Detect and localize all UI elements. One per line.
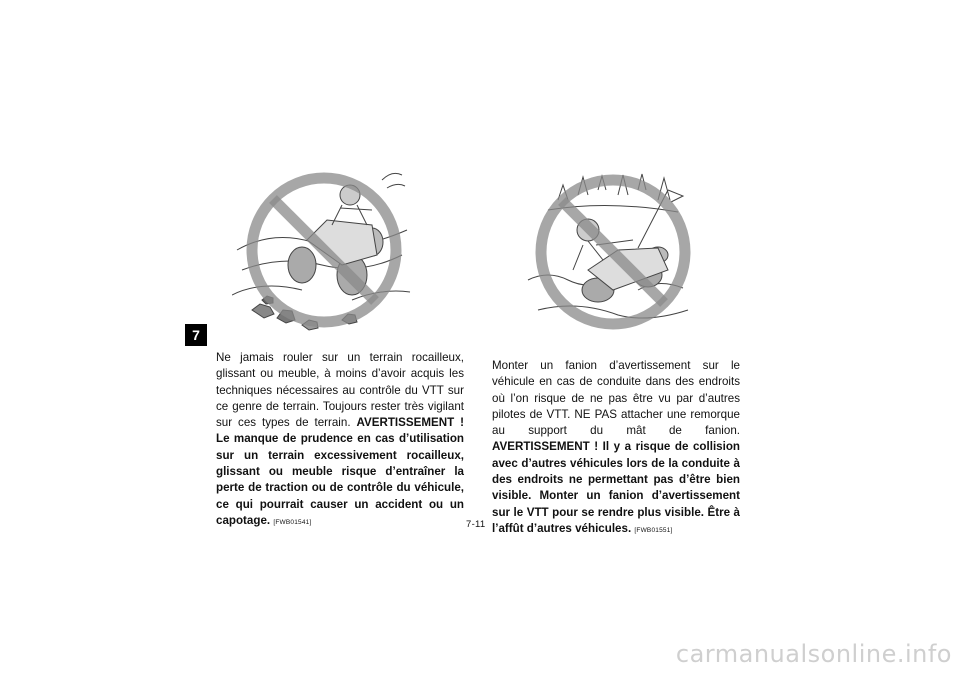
right-intro-text: Monter un fanion d’avertissement sur le véhicule en cas de conduite dans des endroits où l’on risque de ne pas être vu par d’autres pilotes de VTT. NE PAS attacher une remorque au support du mât de fanion.	[492, 359, 740, 438]
watermark: carmanualsonline.info	[675, 640, 952, 668]
right-warning-text: AVERTISSEMENT ! Il y a risque de collision avec d’autres véhicules lors de la conduite à des endroits ne permettant pas d’être bien visible. Monter un fanion d’avertissement sur le VTT pour se rendre plus visible. Être à l’affût d’autres véhicules.	[492, 440, 740, 535]
left-warning-text: AVERTISSEMENT ! Le manque de prudence en cas d’utilisation sur un terrain excessivement rocailleux, glissant ou meuble risque d’entraîner la perte de traction ou de contrôle du véhicule, ce qui pourrait causer un accident ou un capotage.	[216, 416, 464, 527]
right-column	[492, 358, 740, 539]
left-intro-text: Ne jamais rouler sur un terrain rocailleux, glissant ou meuble, à moins d’avoir acquis les techniques nécessaires au contrôle du VTT sur ce genre de terrain. Toujours rester très vigilant sur ces types de terrain.	[216, 351, 464, 430]
left-warning-code: [FWB01541]	[273, 518, 312, 526]
chapter-tab: 7	[185, 324, 207, 346]
page-number: 7-11	[466, 519, 486, 530]
right-warning-code: [FWB01551]	[634, 526, 673, 534]
prohibited-no-flag-icon	[518, 160, 708, 340]
prohibited-rocky-terrain-icon	[232, 160, 412, 340]
left-column	[216, 350, 464, 531]
